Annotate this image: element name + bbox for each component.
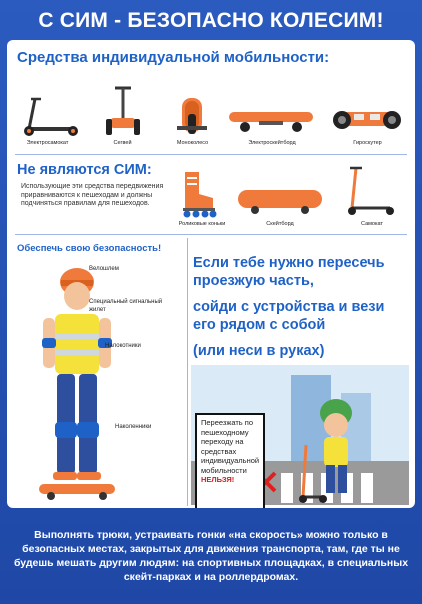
label-helmet: Велошлем [89,266,119,272]
electric-skateboard-icon [227,108,315,136]
monowheel-icon [175,96,209,138]
section-mobility-title: Средства индивидуальной мобильности: [17,49,330,66]
label-vest: Специальный сигнальный жилет [89,299,163,313]
section-safety-title: Обеспечь свою безопасность! [17,243,162,254]
divider [15,234,407,235]
kick-scooter-icon [342,164,402,218]
advice-line-1: Если тебе нужно пересечь проезжую часть, [193,255,385,289]
segway-icon [103,86,143,138]
label-kick-scooter: Самокат [361,221,383,227]
skateboard-icon [235,186,325,218]
label-monowheel: Моноколесо [176,140,209,146]
warning-emphasis: НЕЛЬЗЯ! [201,475,235,484]
section-not-mobility-title: Не являются СИМ: [17,162,152,178]
label-elbow-pads: Налокотники [105,343,141,349]
crossing-advice [193,254,405,368]
label-knee-pads: Наколенники [115,424,152,430]
footer-text: Выполнять трюки, устраивать гонки «на скорость» можно только в безопасных местах, закрытых для движения транспорта, там, где ты не будешь мешать другим людям: на спортивных площадках, в специальных скейт-парках и на роллердромах. [13,529,409,583]
roller-skates-icon [177,168,223,218]
hoverboard-icon [332,106,402,136]
divider [15,154,407,155]
not-mobility-description: Использующие эти средства передвижения приравниваются к пешеходам и должны подчиняться правилам для пешеходов. [21,183,164,207]
footer-banner [0,508,422,604]
label-segway: Сегвей [113,140,132,146]
electric-scooter-icon [15,95,85,137]
label-roller-skates: Роликовые коньки [178,221,226,227]
content-panel [7,40,415,508]
warning-text: Переезжать по пешеходному переходу на средствах индивидуальной мобильности [201,418,260,475]
crosswalk-warning-note [195,413,265,508]
advice-line-3: (или неси в руках) [193,343,325,359]
label-electric-skateboard: Электроскейтборд [248,140,296,146]
label-skateboard: Скейтборд [266,221,294,227]
label-electric-scooter: Электросамокат [26,140,69,146]
vertical-divider [187,238,188,506]
poster-header [0,0,422,42]
label-hoverboard: Гироскутер [353,140,382,146]
advice-line-2: сойди с устройства и вези его рядом с собой [193,299,385,333]
poster-title: С СИМ - БЕЗОПАСНО КОЛЕСИМ! [38,9,384,32]
